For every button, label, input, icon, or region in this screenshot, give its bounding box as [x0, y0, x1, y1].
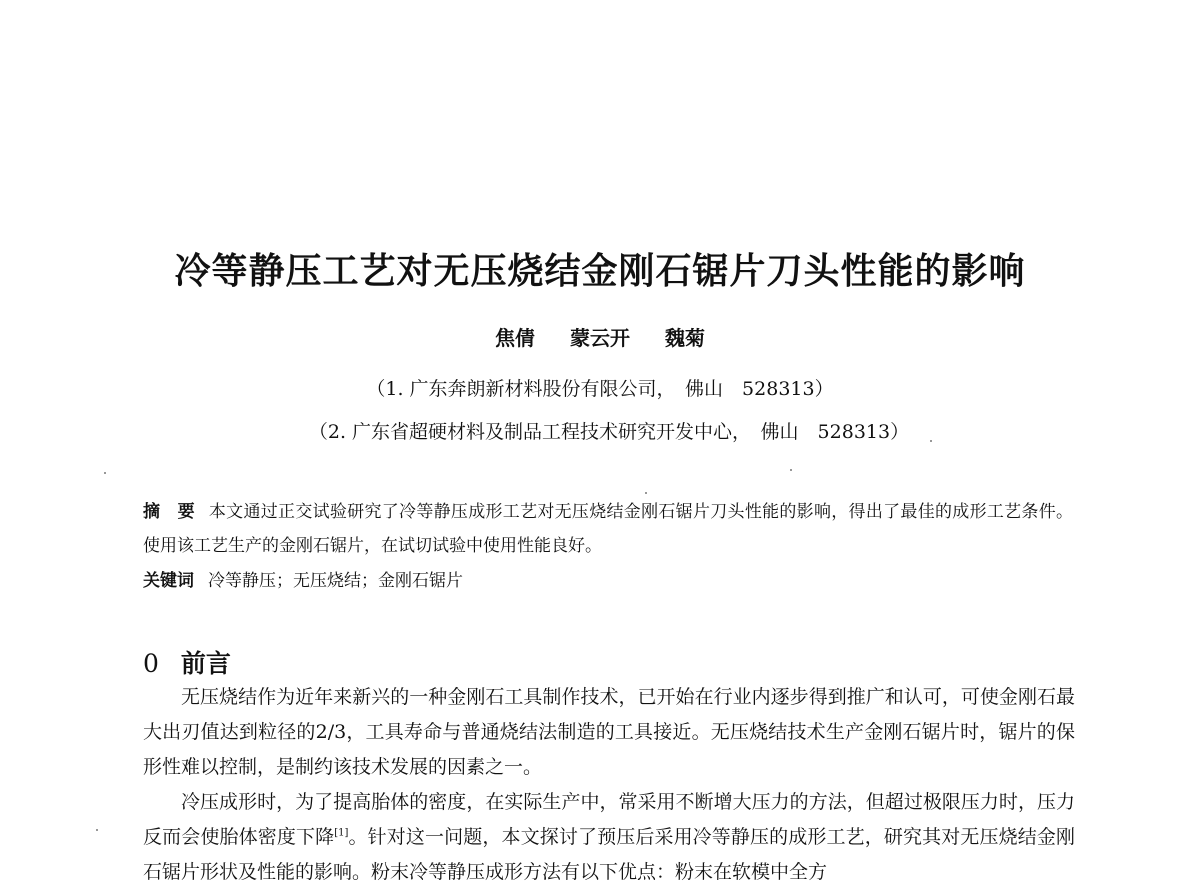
scan-speck [930, 440, 932, 442]
section-heading [143, 644, 231, 680]
paragraph-text: 冷压成形时，为了提高胎体的密度，在实际生产中，常采用不断增大压力的方法，但超过极限压力时，压力反而会使胎体密度下降 [143, 791, 1075, 848]
author-name: 蒙云开 [570, 326, 630, 350]
affiliation-2: （2. 广东省超硬材料及制品工程技术研究开发中心， 佛山 528313） [308, 421, 910, 443]
abstract-label: 摘 要 [143, 502, 195, 522]
author-list [0, 322, 1200, 351]
citation-ref: [1] [334, 827, 349, 839]
keywords-label: 关键词 [143, 571, 194, 591]
keywords-text: 冷等静压；无压烧结；金刚石锯片 [208, 571, 463, 591]
paragraph [143, 785, 1075, 890]
keywords [143, 566, 1073, 591]
paragraph-text: 。针对这一问题，本文探讨了预压后采用冷等静压的成形工艺，研究其对无压烧结金刚石锯片形状及性能的影响。粉末冷等静压成形方法有以下优点：粉末在软模中全方 [143, 826, 1075, 883]
scan-speck [790, 469, 792, 471]
abstract-text: 本文通过正交试验研究了冷等静压成形工艺对无压烧结金刚石锯片刀头性能的影响，得出了最佳的成形工艺条件。使用该工艺生产的金刚石锯片，在试切试验中使用性能良好。 [143, 502, 1074, 556]
paper-title: 冷等静压工艺对无压烧结金刚石锯片刀头性能的影响 [174, 251, 1026, 292]
scan-speck [645, 492, 647, 494]
section-title: 前言 [180, 649, 231, 678]
affiliation-1: （1. 广东奔朗新材料股份有限公司， 佛山 528313） [366, 378, 834, 400]
author-name: 魏菊 [664, 326, 705, 350]
author-name: 焦倩 [495, 326, 536, 350]
abstract [143, 495, 1073, 563]
section-number: 0 [143, 649, 159, 678]
scan-speck [104, 472, 106, 474]
body-text [143, 680, 1075, 890]
paragraph: 无压烧结作为近年来新兴的一种金刚石工具制作技术，已开始在行业内逐步得到推广和认可，可使金刚石最大出刃值达到粒径的2/3，工具寿命与普通烧结法制造的工具接近。无压烧结技术生产金刚石锯片时，锯片的保形性难以控制，是制约该技术发展的因素之一。 [143, 686, 1075, 778]
scan-speck [96, 829, 98, 831]
